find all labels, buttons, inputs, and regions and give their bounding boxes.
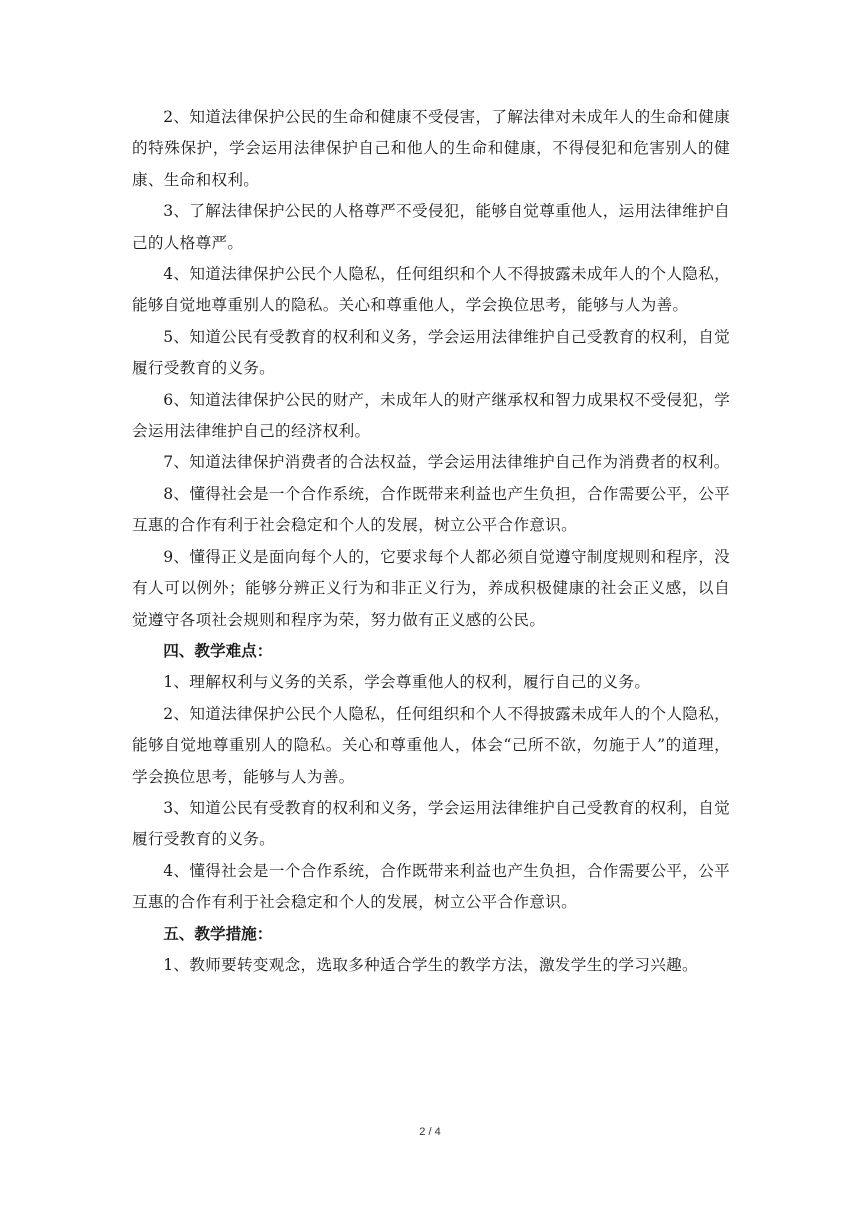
paragraph-difficulty-2: 2、知道法律保护公民个人隐私，任何组织和个人不得披露未成年人的个人隐私，能够自觉地尊重别人的隐私。关心和尊重他人，体会“己所不欲，勿施于人”的道理，学会换位思考，能够与人为善。: [132, 704, 730, 786]
paragraph-difficulty-4: 4、懂得社会是一个合作系统，合作既带来利益也产生负担，合作需要公平，公平互惠的合作有利于社会稳定和个人的发展，树立公平合作意识。: [132, 861, 730, 912]
paragraph-objective-4: 4、知道法律保护公民个人隐私，任何组织和个人不得披露未成年人的个人隐私，能够自觉地尊重别人的隐私。关心和尊重他人，学会换位思考，能够与人为善。: [132, 265, 730, 315]
page-number: 2 / 4: [419, 1126, 441, 1138]
paragraph-objective-3: 3、了解法律保护公民的人格尊严不受侵犯，能够自觉尊重他人，运用法律维护自己的人格尊严。: [132, 202, 730, 252]
section-heading-measures: 五、教学措施：: [163, 924, 273, 943]
paragraph-measure-1: 1、教师要转变观念，选取多种适合学生的教学方法，激发学生的学习兴趣。: [163, 955, 698, 974]
document-body: [132, 102, 730, 981]
paragraph-objective-9: 9、懂得正义是面向每个人的，它要求每个人都必须自觉遵守制度规则和程序，没有人可以例外；能够分辨正义行为和非正义行为，养成积极健康的社会正义感，以自觉遵守各项社会规则和程序为荣，努力做有正义感的公民。: [132, 547, 730, 629]
paragraph-objective-2: 2、知道法律保护公民的生命和健康不受侵害，了解法律对未成年人的生命和健康的特殊保护，学会运用法律保护自己和他人的生命和健康，不得侵犯和危害别人的健康、生命和权利。: [132, 108, 730, 189]
paragraph-difficulty-1: 1、理解权利与义务的关系，学会尊重他人的权利，履行自己的义务。: [163, 673, 651, 692]
paragraph-objective-8: 8、懂得社会是一个合作系统，合作既带来利益也产生负担，合作需要公平，公平互惠的合作有利于社会稳定和个人的发展，树立公平合作意识。: [132, 484, 730, 535]
paragraph-objective-5: 5、知道公民有受教育的权利和义务，学会运用法律维护自己受教育的权利，自觉履行受教育的义务。: [132, 327, 730, 378]
section-heading-difficulties: 四、教学难点：: [163, 641, 273, 660]
paragraph-difficulty-3: 3、知道公民有受教育的权利和义务，学会运用法律维护自己受教育的权利，自觉履行受教育的义务。: [132, 798, 730, 849]
paragraph-objective-6: 6、知道法律保护公民的财产，未成年人的财产继承权和智力成果权不受侵犯，学会运用法律维护自己的经济权利。: [132, 390, 730, 441]
paragraph-objective-7: 7、知道法律保护消费者的合法权益，学会运用法律维护自己作为消费者的权利。: [163, 453, 730, 472]
